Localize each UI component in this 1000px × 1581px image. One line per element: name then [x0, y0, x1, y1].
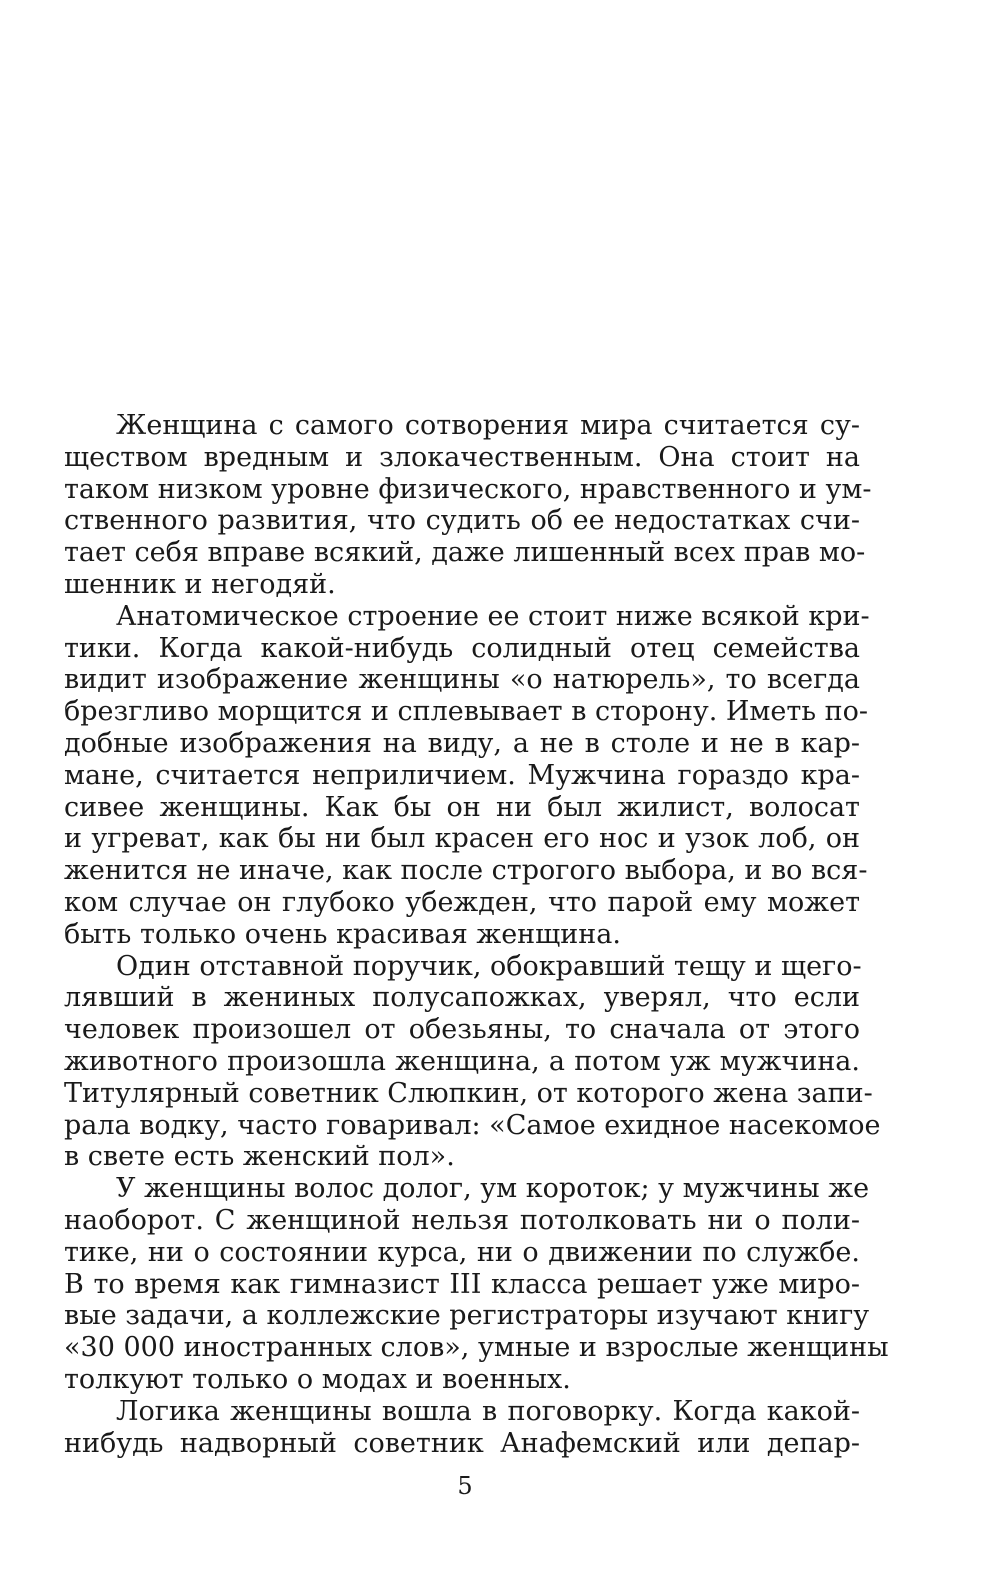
- text-line: наоборот. С женщиной нельзя потолковать ни о поли-: [64, 1204, 860, 1236]
- body-text: [64, 410, 889, 1459]
- text-line: шенник и негодяй.: [64, 568, 336, 600]
- text-line: тики. Когда какой-нибудь солидный отец семейства: [64, 632, 860, 664]
- text-line: мане, считается неприличием. Мужчина гораздо кра-: [64, 759, 860, 791]
- text-line: рала водку, часто говаривал: «Самое ехидное насекомое: [64, 1109, 881, 1141]
- text-line: сивее женщины. Как бы он ни был жилист, волосат: [64, 791, 860, 823]
- text-line: тает себя вправе всякий, даже лишенный всех прав мо-: [64, 537, 866, 569]
- text-line: ственного развития, что судить об ее недостатках счи-: [64, 505, 860, 537]
- text-line: животного произошла женщина, а потом уж мужчина.: [64, 1045, 860, 1077]
- text-line: ком случае он глубоко убежден, что парой ему может: [64, 886, 860, 918]
- text-line: «30 000 иностранных слов», умные и взрослые женщины: [64, 1332, 889, 1364]
- text-line: в свете есть женский пол».: [64, 1141, 455, 1173]
- text-line: видит изображение женщины «о натюрель», то всегда: [64, 664, 860, 696]
- text-line: толкуют только о модах и военных.: [64, 1363, 571, 1395]
- text-line: ществом вредным и злокачественным. Она стоит на: [64, 441, 860, 473]
- text-line: женится не иначе, как после строгого выбора, и во вся-: [64, 855, 868, 887]
- text-line: таком низком уровне физического, нравственного и ум-: [64, 473, 872, 505]
- paragraph: [64, 950, 881, 1174]
- paragraph: [64, 600, 870, 951]
- text-line: брезгливо морщится и сплевывает в сторону. Иметь по-: [64, 696, 869, 728]
- text-line: и угреват, как бы ни был красен его нос и узок лоб, он: [64, 823, 860, 855]
- page-number: 5: [457, 1472, 473, 1500]
- text-line: Анатомическое строение ее стоит ниже всякой кри-: [116, 600, 870, 632]
- text-line: Женщина с самого сотворения мира считается су-: [116, 410, 860, 441]
- text-line: нибудь надворный советник Анафемский или депар-: [64, 1427, 860, 1459]
- text-line: человек произошел от обезьяны, то сначала от этого: [64, 1014, 860, 1046]
- text-line: тике, ни о состоянии курса, ни о движении по службе.: [64, 1236, 860, 1268]
- text-line: лявший в жениных полусапожках, уверял, что если: [64, 982, 860, 1014]
- paragraph: [64, 410, 872, 601]
- text-line: Титулярный советник Слюпкин, от которого жена запи-: [64, 1077, 873, 1109]
- paragraph: [64, 1173, 889, 1396]
- text-line: У женщины волос долог, ум короток; у мужчины же: [116, 1173, 870, 1205]
- text-line: вые задачи, а коллежские регистраторы изучают книгу: [64, 1300, 870, 1332]
- text-line: добные изображения на виду, а не в столе и не в кар-: [64, 727, 860, 759]
- text-line: Один отставной поручик, обокравший тещу и щего-: [116, 950, 862, 982]
- text-line: В то время как гимназист III класса решает уже миро-: [64, 1268, 860, 1300]
- text-line: быть только очень красивая женщина.: [64, 918, 621, 950]
- text-line: Логика женщины вошла в поговорку. Когда какой-: [116, 1395, 860, 1427]
- paragraph: [64, 1396, 860, 1460]
